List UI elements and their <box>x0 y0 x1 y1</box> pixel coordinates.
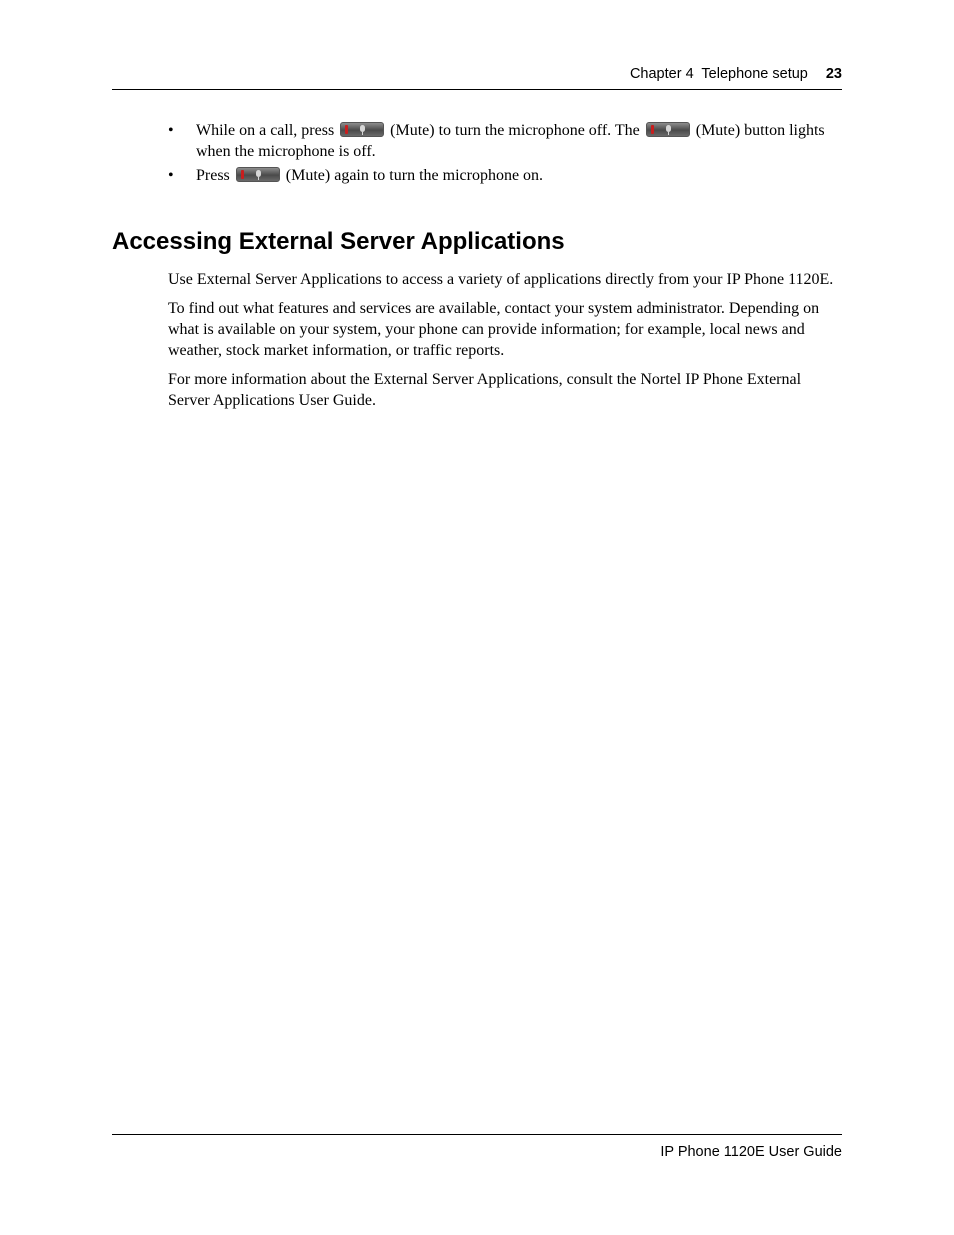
mute-key-icon <box>340 122 384 137</box>
section-body <box>168 269 844 419</box>
microphone-icon <box>666 125 671 132</box>
mute-key-icon <box>646 122 690 137</box>
bullet-text: (Mute) button lights when the microphone is off. <box>196 122 829 160</box>
page-number: 23 <box>825 66 842 82</box>
bullet-text: (Mute) to turn the microphone off. The <box>386 122 644 139</box>
page-footer <box>112 1134 842 1160</box>
list-item <box>168 121 842 162</box>
footer-title: IP Phone 1120E User Guide <box>660 1144 842 1160</box>
mute-key-icon <box>236 167 280 182</box>
bullet-text: (Mute) again to turn the microphone on. <box>281 167 544 184</box>
bullet-text: Press <box>196 167 234 184</box>
mute-led-icon <box>651 125 654 134</box>
mute-led-icon <box>345 125 348 134</box>
bullet-text: While on a call, press <box>196 122 339 139</box>
paragraph: To find out what features and services are available, contact your system administrator. Depending on what is available on your system, your phone can provide information; for example, local news and weather, stock market information, or traffic reports. <box>168 300 820 359</box>
paragraph: Use External Server Applications to access a variety of applications directly from your IP Phone 1120E. <box>168 271 834 288</box>
paragraph: For more information about the External Server Applications, consult the Nortel IP Phone External Server Applications User Guide. <box>168 371 802 409</box>
bullet-marker: • <box>168 167 174 184</box>
mute-led-icon <box>241 170 244 179</box>
microphone-icon <box>360 125 365 132</box>
microphone-icon <box>256 170 261 177</box>
list-item <box>168 166 842 187</box>
mute-instructions-list <box>168 121 842 191</box>
section-title: Accessing External Server Applications <box>112 228 565 255</box>
bullet-marker: • <box>168 122 174 139</box>
page-header <box>112 66 842 90</box>
chapter-title: Chapter 4 Telephone setup <box>629 66 808 82</box>
